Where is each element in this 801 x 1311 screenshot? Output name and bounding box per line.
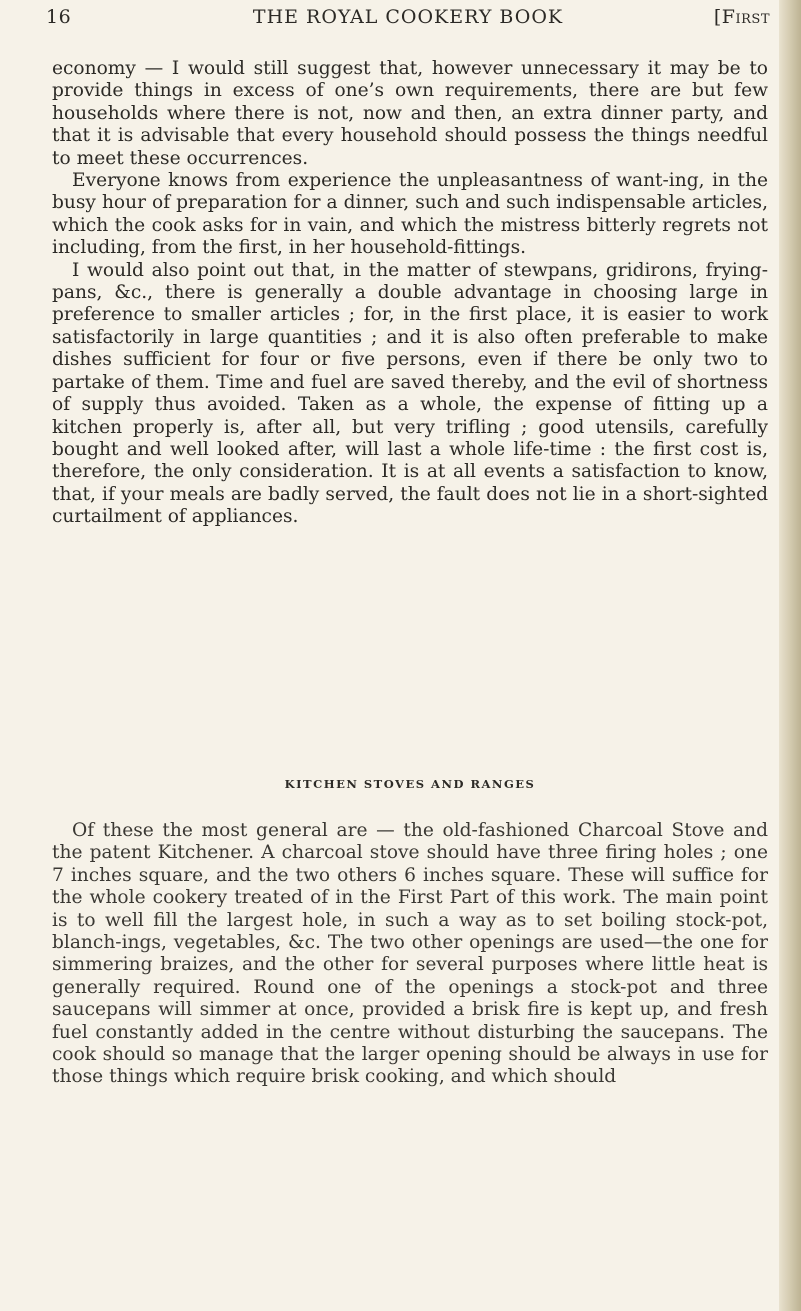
paragraph: Everyone knows from experience the unpleasantness of want-ing, in the busy hour of preparation for a dinner, such and such indispensable articles, which the cook asks for in vain, and which the mistress bitterly regrets not including, from the first, in her household-fittings.: [52, 170, 768, 259]
paragraph: Of these the most general are — the old-fashioned Charcoal Stove and the patent Kitchener. A charcoal stove should have three firing holes ; one 7 inches square, and the two others 6 inches square. These will suffice for the whole cookery treated of in the First Part of this work. The main point is to well fill the largest hole, in such a way as to set boiling stock-pot, blanch-ings, vegetables, &c. The two other openings are used—the one for simmering braizes, and the other for several purposes where little heat is generally required. Round one of the openings a stock-pot and three saucepans will simmer at once, provided a brisk fire is kept up, and fresh fuel constantly added in the centre without disturbing the saucepans. The cook should so manage that the larger opening should be always in use for those things which require brisk cooking, and which should: [52, 820, 768, 1088]
section-body-text: [52, 820, 768, 1089]
section-marker: [First: [713, 6, 770, 28]
running-title: THE ROYAL COOKERY BOOK: [252, 6, 564, 28]
paragraph: economy — I would still suggest that, however unnecessary it may be to provide things in excess of one’s own requirements, there are but few households where there is not, now and then, an extra dinner party, and that it is advisable that every household should possess the things needful to meet these occurrences.: [52, 58, 768, 169]
page-edge-shadow: [779, 0, 801, 1311]
page-number: 16: [46, 6, 72, 28]
paragraph: I would also point out that, in the matter of stewpans, gridirons, frying-pans, &c., there is generally a double advantage in choosing large in preference to smaller articles ; for, in the first place, it is easier to work satisfactorily in large quantities ; and it is also often preferable to make dishes sufficient for four or five persons, even if there be only two to partake of them. Time and fuel are saved thereby, and the evil of shortness of supply thus avoided. Taken as a whole, the expense of fitting up a kitchen properly is, after all, but very trifling ; good utensils, carefully bought and well looked after, will last a whole life-time : the first cost is, therefore, the only consideration. It is at all events a satisfaction to know, that, if your meals are badly served, the fault does not lie in a short-sighted curtailment of appliances.: [52, 259, 768, 528]
body-text: [52, 58, 768, 529]
running-header: [46, 6, 770, 42]
section-heading: KITCHEN STOVES AND RANGES: [284, 777, 536, 791]
